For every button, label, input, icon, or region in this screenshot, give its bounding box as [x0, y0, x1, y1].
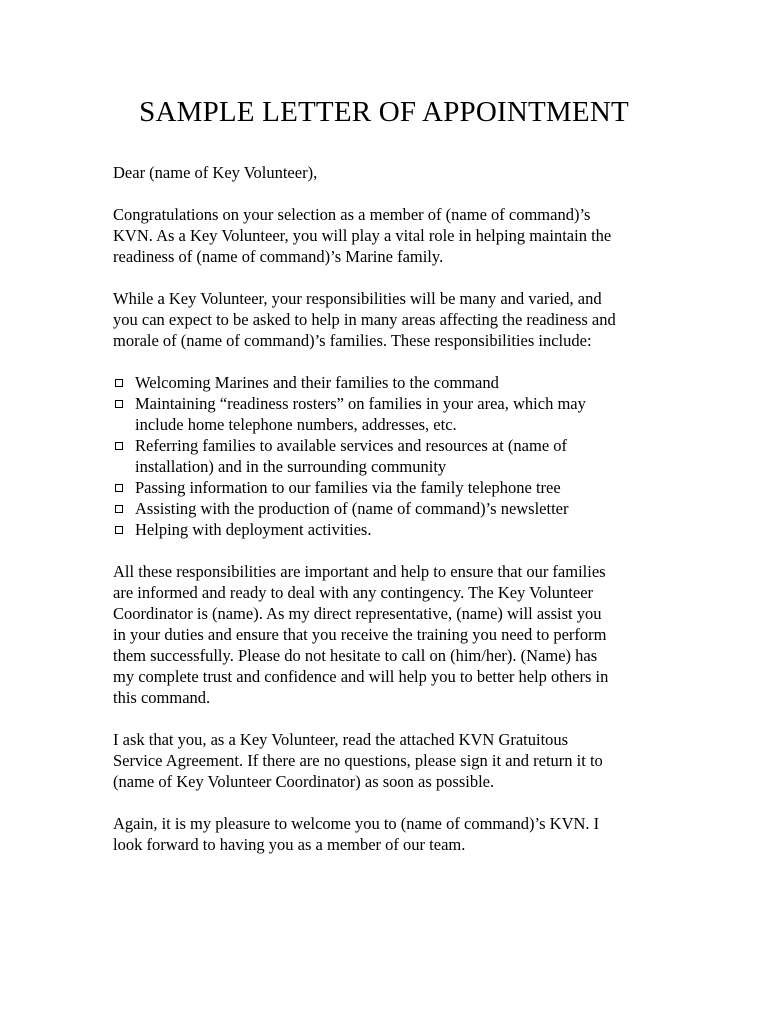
checkbox-bullet-icon — [115, 484, 123, 492]
checkbox-bullet-icon — [115, 379, 123, 387]
paragraph-coordinator — [113, 561, 673, 708]
checkbox-bullet-icon — [115, 526, 123, 534]
list-item-line: Assisting with the production of (name of command)’s newsletter — [135, 499, 569, 518]
paragraph-line: morale of (name of command)’s families. These responsibilities include: — [113, 331, 592, 350]
list-item — [113, 498, 673, 519]
list-item — [113, 477, 673, 498]
paragraph-closing — [113, 813, 673, 855]
paragraph-line: I ask that you, as a Key Volunteer, read the attached KVN Gratuitous — [113, 730, 569, 749]
paragraph-line: (name of Key Volunteer Coordinator) as soon as possible. — [113, 772, 495, 791]
paragraph-agreement — [113, 729, 673, 792]
responsibilities-list — [113, 372, 673, 540]
paragraph-line: Service Agreement. If there are no questions, please sign it and return it to — [113, 751, 603, 770]
checkbox-bullet-icon — [115, 442, 123, 450]
salutation: Dear (name of Key Volunteer), — [113, 163, 318, 182]
paragraph-line: While a Key Volunteer, your responsibilities will be many and varied, and — [113, 289, 602, 308]
letter-body — [113, 162, 673, 876]
paragraph-line: Coordinator is (name). As my direct representative, (name) will assist you — [113, 604, 602, 623]
paragraph-line: my complete trust and confidence and will help you to better help others in — [113, 667, 609, 686]
paragraph-line: readiness of (name of command)’s Marine family. — [113, 247, 444, 266]
letter-title: SAMPLE LETTER OF APPOINTMENT — [139, 96, 629, 128]
list-item-line: installation) and in the surrounding community — [135, 457, 447, 476]
checkbox-bullet-icon — [115, 505, 123, 513]
paragraph-line: are informed and ready to deal with any contingency. The Key Volunteer — [113, 583, 594, 602]
list-item-line: Passing information to our families via the family telephone tree — [135, 478, 561, 497]
paragraph-congratulations — [113, 204, 673, 267]
list-item — [113, 372, 673, 393]
checkbox-bullet-icon — [115, 400, 123, 408]
paragraph-line: All these responsibilities are important and help to ensure that our families — [113, 562, 606, 581]
paragraph-line: Again, it is my pleasure to welcome you to (name of command)’s KVN. I — [113, 814, 600, 833]
list-item — [113, 435, 673, 477]
paragraph-line: this command. — [113, 688, 211, 707]
paragraph-responsibilities-intro — [113, 288, 673, 351]
list-item — [113, 393, 673, 435]
paragraph-line: KVN. As a Key Volunteer, you will play a vital role in helping maintain the — [113, 226, 612, 245]
list-item — [113, 519, 673, 540]
list-item-line: Maintaining “readiness rosters” on families in your area, which may — [135, 394, 586, 413]
paragraph-line: them successfully. Please do not hesitate to call on (him/her). (Name) has — [113, 646, 598, 665]
list-item-line: include home telephone numbers, addresses, etc. — [135, 415, 457, 434]
list-item-line: Helping with deployment activities. — [135, 520, 372, 539]
paragraph-line: in your duties and ensure that you receive the training you need to perform — [113, 625, 607, 644]
paragraph-line: look forward to having you as a member of our team. — [113, 835, 466, 854]
list-item-line: Welcoming Marines and their families to the command — [135, 373, 499, 392]
paragraph-line: Congratulations on your selection as a member of (name of command)’s — [113, 205, 591, 224]
paragraph-line: you can expect to be asked to help in many areas affecting the readiness and — [113, 310, 616, 329]
list-item-line: Referring families to available services and resources at (name of — [135, 436, 568, 455]
